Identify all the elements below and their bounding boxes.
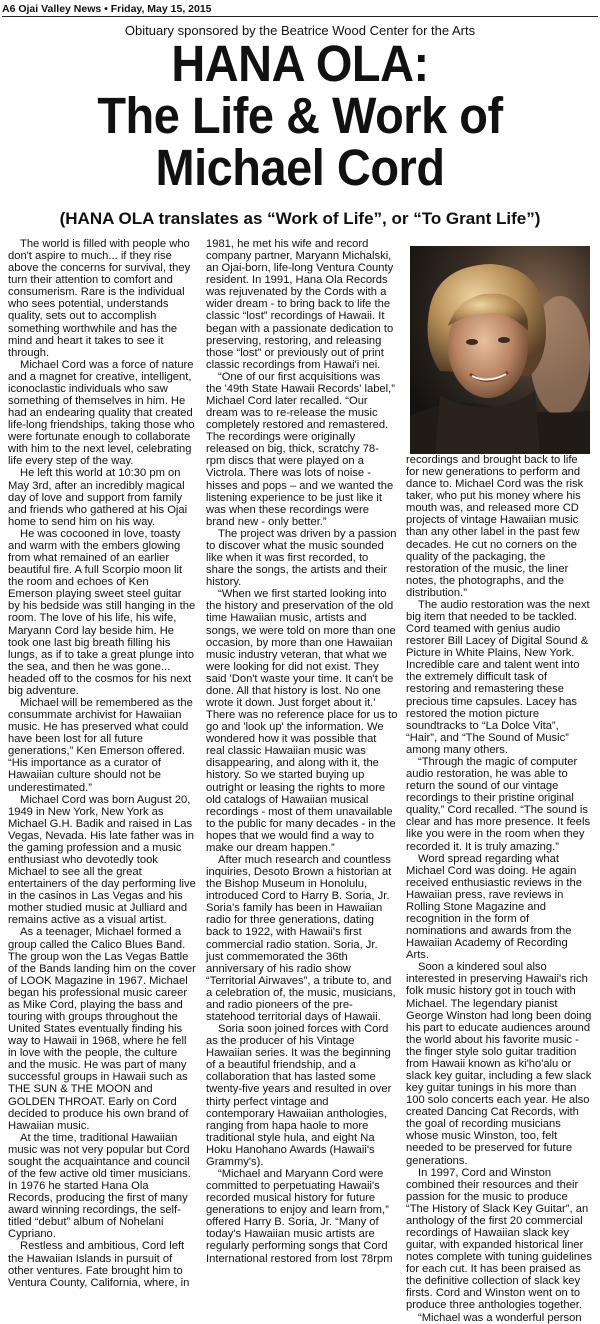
article-paragraph: Michael Cord was a force of nature and a magnet for creative, intelligent, iconoclastic individuals who saw something of themselves in him. He had an endearing quality that created life-long friendships, taking those who were fortunate enough to collaborate with him to the next level, celebrating life every step of the way. [8, 358, 195, 468]
article-paragraph: Soria soon joined forces with Cord as the producer of his Vintage Hawaiian series. It was the beginning of a beautiful friendship, and a collaboration that has lasted some twenty-five years and resulted in over thirty perfect vintage and contemporary Hawaiian anthologies, ranging from hapa haole to more traditional style hula, and eight Na Hoku Hanohano Awards (Hawaii's Grammy's). [206, 1023, 392, 1168]
article-paragraph: The audio restoration was the next big item that needed to be tackled. Cord teamed with genius audio restorer Bill Lacey of Digital Sound & Picture in White Plains, New York. Incredible care and talent went into the extremely difficult task of restoring and remastering these precious time capsules. Lacey has restored the motion picture soundtracks to “La Dolce Vita”, “Hair”, and “The Sound of Music” among many others. [406, 598, 590, 756]
article-paragraph: He was cocooned in love, toasty and warm with the embers glowing from what remained of an earlier beautiful fire. A full Scorpio moon lit the room and echoes of Ken Emerson playing sweet steel guitar by his bedside was still hanging in the room. The love of his life, his wife, Maryann Cord lay beside him. He took one last big breath filling his lungs, as if to take a great plunge into the sea, and then he was gone... headed off to the cosmos for his next big adventure. [8, 527, 196, 697]
article-paragraph: “One of our first acquisitions was the '49th State Hawaii Records' label,” Michael Cord later recalled. “Our dream was to re-release the music completely restored and remastered. The recordings were originally released on big, thick, scratchy 78-rpm discs that were played on a Victrola. There was lots of noise - hisses and pops – and we wanted the listening experience to be just like it was when these recordings were brand new - only better.” [206, 370, 395, 528]
page-folio: A6 Ojai Valley News • Friday, May 15, 2015 [2, 3, 598, 17]
sponsor-line: Obituary sponsored by the Beatrice Wood Center for the Arts [124, 23, 476, 38]
article-paragraph: “When we first started looking into the history and preservation of the old time Hawaiian music, artists and songs, we were told on more than one occasion, by more than one Hawaiian music industry veteran, that what we were looking for did not exist. They said 'Don't waste your time. It can't be done. All that history is lost. No one wrote it down. Just forget about it.' There was no reference place for us to go and 'look up' the information. We wondered how it was possible that real classic Hawaiian music was disappearing, and along with it, the history. So we started buying up outright or leasing the rights to more old catalogs of Hawaiian musical recordings - most of them unavailable to the public for many decades - in the hopes that we would find a way to make our dream happen.” [206, 588, 398, 854]
article-paragraph: The world is filled with people who don't aspire to much... if they rise above the concerns for survival, they turn their attention to comfort and consumerism. Rare is the individual who sees potential, understands quality, sets out to accomplish something worthwhile and has the mind and heart it takes to see it through. [8, 238, 191, 359]
article-paragraph: “Through the magic of computer audio restoration, he was able to return the sound of our vintage recordings to their pristine original quality,” Cord recalled. “The sound is clear and has more presence. It feels like you were in the room when they recorded it. It is truly amazing.” [406, 755, 591, 853]
portrait-photo-icon [410, 246, 590, 454]
subheadline: (HANA OLA translates as “Work of Life”, or “To Grant Life”) [59, 209, 541, 228]
article-paragraph: He left this world at 10:30 pm on May 3rd, after an incredibly magical day of love and support from family and friends who gathered at his Ojai home to send him on his way. [8, 467, 188, 528]
article-paragraph: Michael will be remembered as the consummate archivist for Hawaiian music. He has preserved what could have been lost for all future generations,” Ken Emerson offered. “His importance as a curator of Hawaiian culture should not be underestimated.” [8, 696, 193, 794]
article-paragraph: The project was driven by a passion to discover what the music sounded like when it was first recorded, to share the songs, the artists and their history. [206, 527, 397, 589]
article-paragraph: After much research and countless inquiries, Desoto Brown a historian at the Bishop Museum in Honolulu, introduced Cord to Harry B. Soria, Jr. Soria's family has been in Hawaiian radio for three generations, dating back to 1922, with Hawaii's first commercial radio station. Soria, Jr. just commemorated the 36th anniversary of his radio show “Territorial Airwaves”, a tribute to, and a celebration of, the music, musicians, and radio pioneers of the pre-statehood territorial days of Hawaii. [206, 853, 396, 1023]
article-paragraph: Soon a kindered soul also interested in preserving Hawaii's rich folk music history got in touch with Michael. The legendary pianist George Winston had long been doing his part to educate audiences around the world about his favorite music - the finger style solo guitar tradition from Hawaii known as ki'ho'alu or slack key guitar, including a few slack key guitar tunings in his more than 100 solo concerts each year. He also created Dancing Cat Records, with the goal of recording musicians whose music Winston, too, felt needed to be preserved for future generations. [406, 961, 592, 1167]
article-column-3 [406, 454, 592, 1324]
article-paragraph: In 1997, Cord and Winston combined their resources and their passion for the music to produce “The History of Slack Key Guitar”, an anthology of the first 20 commercial recordings of Hawaiian slack key guitar, with expanded historical liner notes complete with tuning guidelines for each cut. It has been praised as the definitive collection of slack key firsts. Cord and Winston went on to produce three anthologies together. [406, 1166, 592, 1312]
headline-line-2: The Life & Work of [97, 87, 503, 144]
article-paragraph: “Michael was a wonderful person [418, 1311, 582, 1324]
article-paragraph: Michael Cord was born August 20, 1949 in New York, New York as Michael G.H. Badik and raised in Las Vegas, Nevada. His late father was in the gaming profession and a music enthusiast who devotedly took Michael to see all the great entertainers of the day performing live in the casinos in Las Vegas and his mother studied music at Julliard and remains active as a visual artist. [8, 793, 196, 927]
article-paragraph: 1981, he met his wife and record company partner, Maryann Michalski, an Ojai-born, life-long Ventura County resident. In 1991, Hana Ola Records was rejuvenated by the Cords with a wider dream - to bring back to life the classic “lost” recordings of Hawaii. It began with a passionate dedication to preserving, restoring, and releasing those “lost” or previously out of print classic recordings from Hawai'i nei. [206, 238, 394, 371]
article-column-1 [8, 238, 196, 1308]
headline [24, 35, 576, 196]
article-paragraph: Restless and ambitious, Cord left the Hawaiian Islands in pursuit of other ventures. Fate brought him to Ventura County, California, where, in [8, 1240, 190, 1289]
portrait-photo [410, 246, 590, 454]
article-paragraph: recordings and brought back to life for new generations to perform and dance to. Michael Cord was the risk taker, who put his money where his mouth was, and released more CD projects of vintage Hawaiian music than any other label in the past few decades. He cut no corners on the quality of the packaging, the restoration of the music, the liner notes, the photographs, and the distribution.” [406, 454, 584, 599]
article-column-2 [206, 238, 398, 1308]
article-paragraph: At the time, traditional Hawaiian music was not very popular but Cord sought the acquaintance and council of the few active old timer musicians. In 1976 he started Hana Ola Records, producing the first of many award winning recordings, the self-titled “debut” album of Nohelani Cypriano. [8, 1131, 191, 1241]
headline-line-1: HANA OLA: [171, 35, 429, 92]
article-paragraph: Word spread regarding what Michael Cord was doing. He again received enthusiastic reviews in the Hawaiian press, rave reviews in Rolling Stone Magazine and recognition in the form of nominations and awards from the Hawaiian Academy of Recording Arts. [406, 852, 582, 962]
article-paragraph: “Michael and Maryann Cord were committed to perpetuating Hawaii's recorded musical history for future generations to enjoy and learn from,” offered Harry B. Soria, Jr. “Many of today's Hawaiian music artists are regularly performing songs that Cord International restored from lost 78rpm [206, 1168, 393, 1265]
headline-line-3: Michael Cord [155, 139, 445, 196]
article-paragraph: As a teenager, Michael formed a group called the Calico Blues Band. The group won the Las Vegas Battle of the Bands landing him on the cover of LOOK Magazine in 1967. Michael began his professional music career as Mike Cord, playing the bass and touring with groups throughout the United States eventually finding his way to Hawaii in 1968, where he fell in love with the people, the culture and the music. He was part of many successful groups in Hawaii such as THE SUN & THE MOON and GOLDEN THROAT. Early on Cord decided to produce his own brand of Hawaiian music. [8, 926, 196, 1132]
